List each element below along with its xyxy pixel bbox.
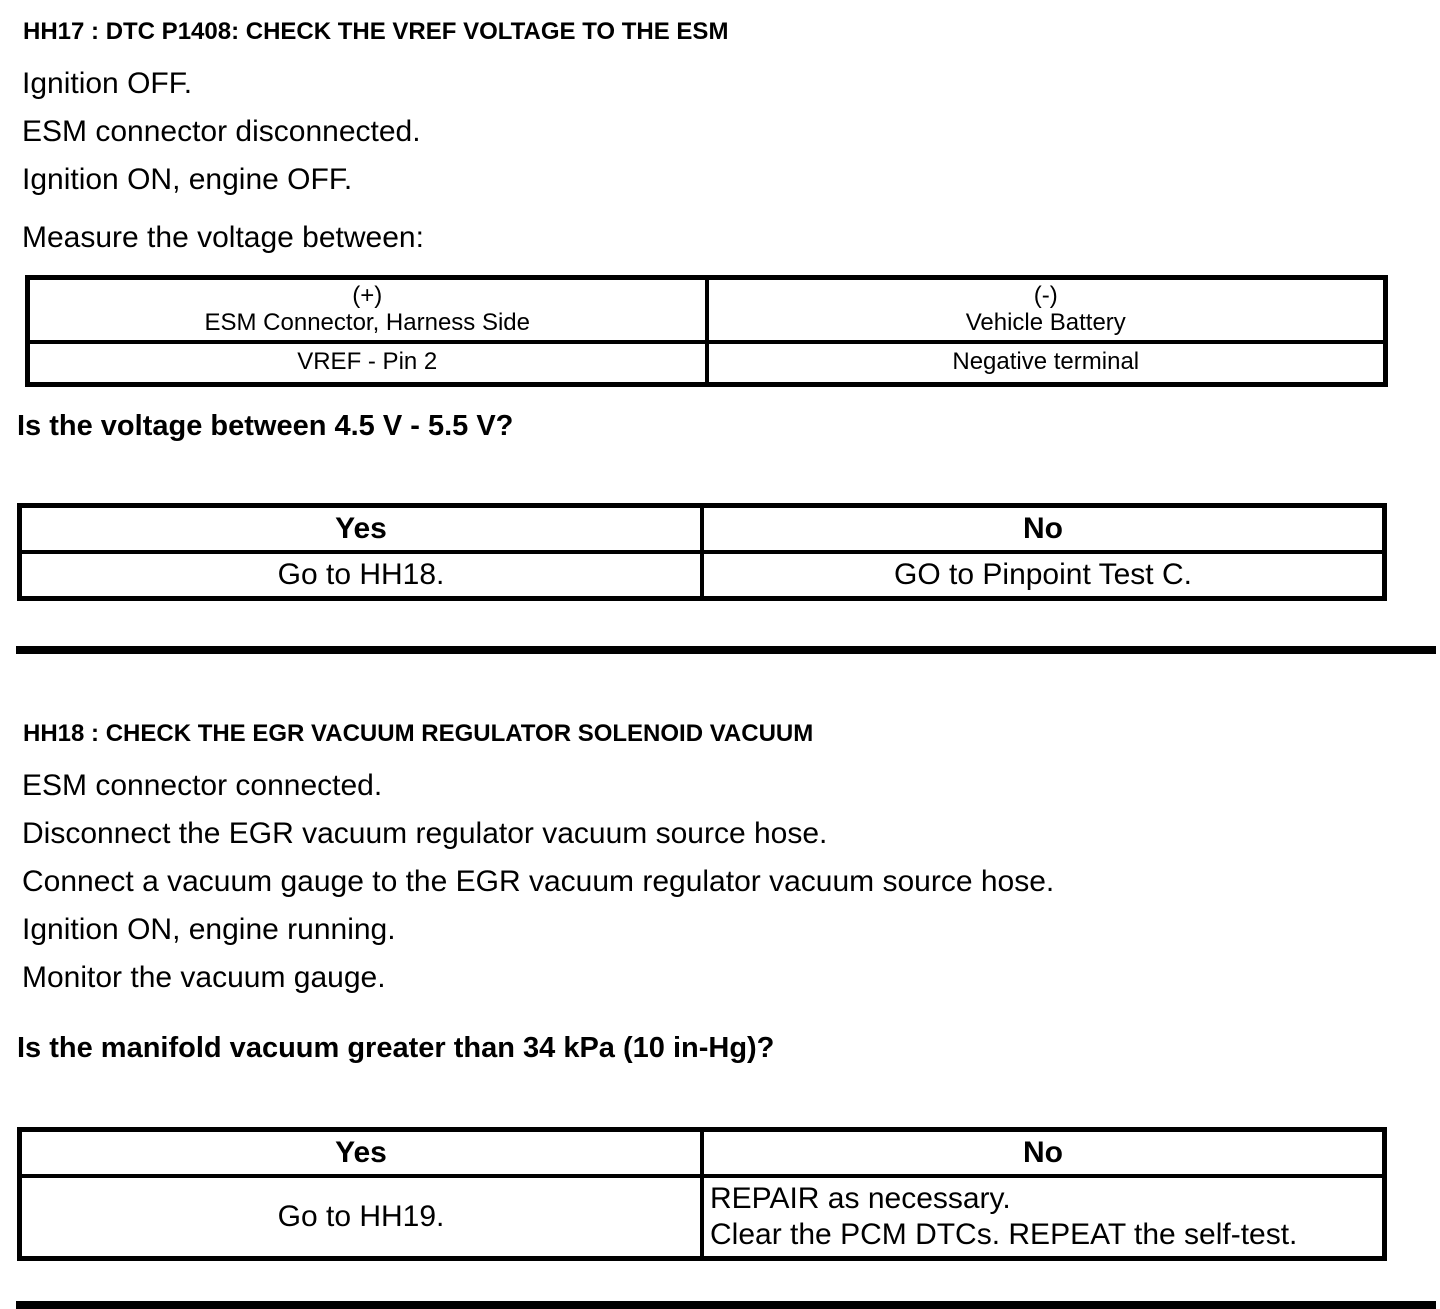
step-disconnect-hose: Disconnect the EGR vacuum regulator vacuum source hose. [22, 817, 828, 850]
positive-sign: (+) [352, 282, 383, 309]
section-hh17-heading: HH17 : DTC P1408: CHECK THE VREF VOLTAGE TO THE ESM [23, 18, 729, 45]
section-divider [16, 646, 1436, 654]
negative-sign: (-) [1033, 282, 1058, 309]
table-row [28, 278, 1386, 343]
decision-header-no: No [702, 1130, 1385, 1177]
step-esm-connected: ESM connector connected. [22, 769, 383, 802]
yes-action-line: Go to HH19. [277, 1200, 445, 1233]
section-hh18-heading: HH18 : CHECK THE EGR VACUUM REGULATOR SOLENOID VACUUM [23, 720, 814, 747]
step-esm-disconnected: ESM connector disconnected. [22, 115, 421, 148]
step-ignition-off: Ignition OFF. [22, 67, 193, 100]
no-action-line-1: REPAIR as necessary. [710, 1182, 1011, 1215]
decision-no-action [702, 1176, 1385, 1259]
section-hh17 [0, 18, 1440, 654]
question-manifold-vacuum: Is the manifold vacuum greater than 34 kPa (10 in-Hg)? [17, 1032, 775, 1064]
positive-label: ESM Connector, Harness Side [204, 309, 530, 336]
table-row [20, 1130, 1385, 1177]
step-ignition-on-engine-running: Ignition ON, engine running. [22, 913, 396, 946]
decision-header-no: No [702, 506, 1385, 553]
table-row [20, 552, 1385, 599]
no-action-line-2: Clear the PCM DTCs. REPEAT the self-test. [710, 1218, 1298, 1251]
measurement-header-positive [28, 278, 707, 343]
voltage-measurement-table [25, 275, 1388, 387]
table-row [28, 342, 1386, 385]
decision-table-hh17 [17, 503, 1387, 601]
decision-no-action [702, 552, 1385, 599]
step-monitor-gauge: Monitor the vacuum gauge. [22, 961, 386, 994]
measurement-value-negative: Negative terminal [707, 342, 1386, 385]
decision-yes-action [20, 552, 703, 599]
decision-header-yes: Yes [20, 506, 703, 553]
section-hh18-steps [0, 762, 1440, 1072]
no-action-line: GO to Pinpoint Test C. [894, 558, 1192, 591]
negative-label: Vehicle Battery [965, 309, 1126, 336]
decision-table-hh18 [17, 1127, 1387, 1261]
decision-yes-action [20, 1176, 703, 1259]
table-row [20, 1176, 1385, 1259]
step-measure-voltage: Measure the voltage between: [22, 221, 424, 254]
page-bottom-divider [16, 1301, 1436, 1309]
step-connect-gauge: Connect a vacuum gauge to the EGR vacuum regulator vacuum source hose. [22, 865, 1055, 898]
table-row [20, 506, 1385, 553]
question-voltage-range: Is the voltage between 4.5 V - 5.5 V? [17, 410, 514, 442]
yes-action-line: Go to HH18. [277, 558, 445, 591]
measurement-header-negative [707, 278, 1386, 343]
decision-header-yes: Yes [20, 1130, 703, 1177]
step-ignition-on-engine-off: Ignition ON, engine OFF. [22, 163, 353, 196]
section-hh18 [0, 720, 1440, 1309]
measurement-value-positive: VREF - Pin 2 [28, 342, 707, 385]
section-hh17-steps [0, 60, 1440, 262]
